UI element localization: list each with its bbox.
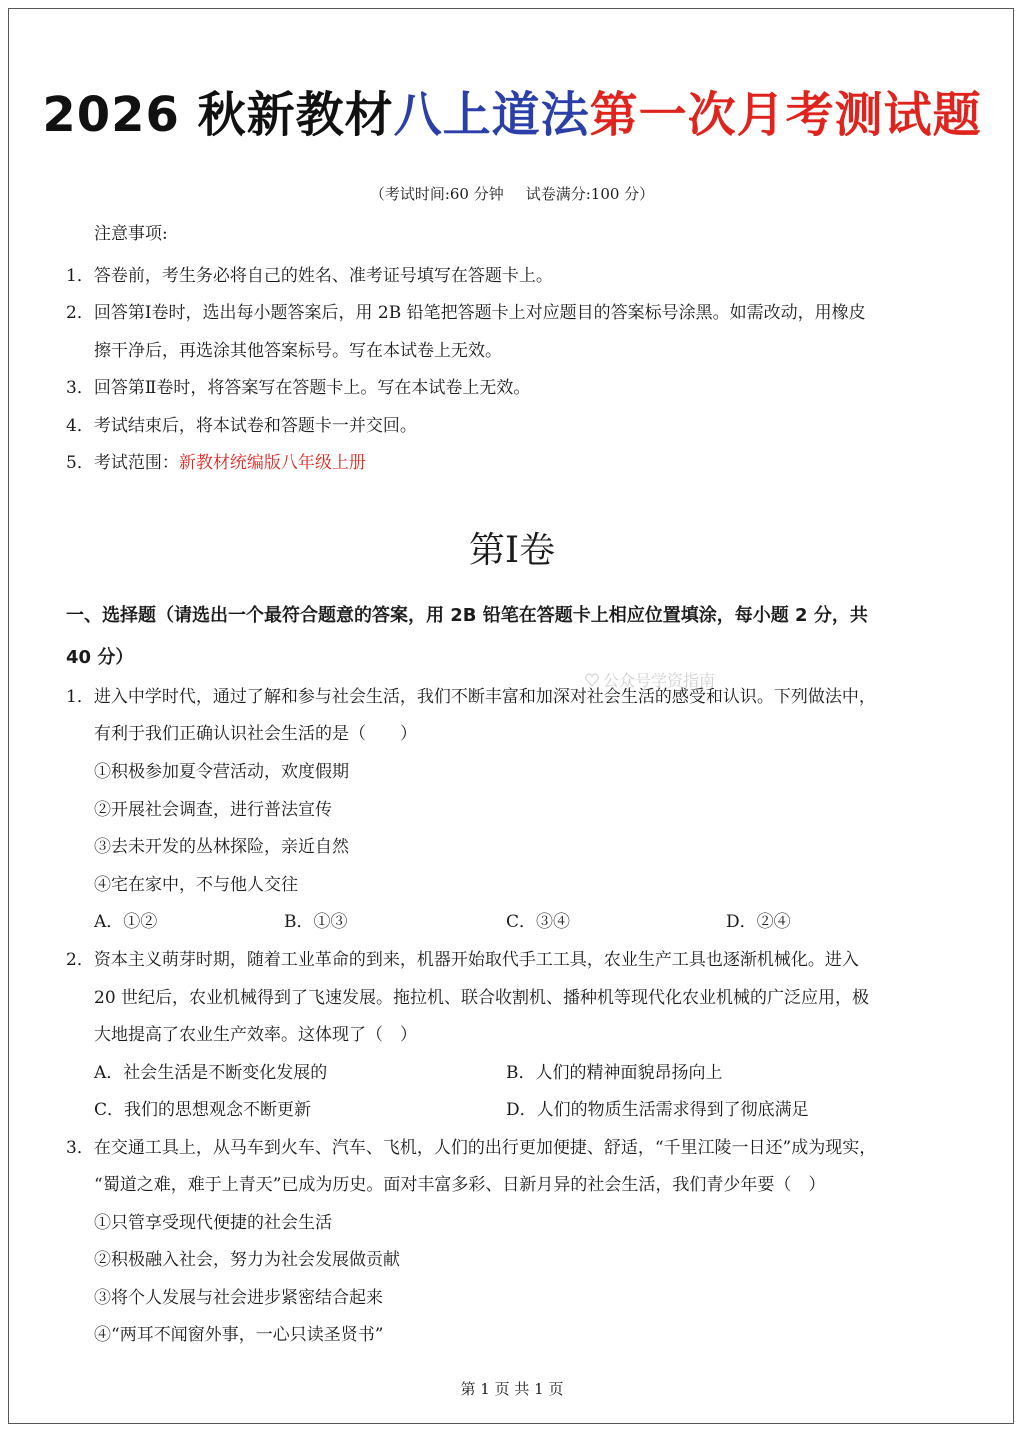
statement: ③将个人发展与社会进步紧密结合起来 <box>94 1288 383 1308</box>
question-stem: 有利于我们正确认识社会生活的是（ ） <box>94 724 417 744</box>
option-b: B．人们的精神面貌昂扬向上 <box>506 1063 723 1083</box>
notice-item: 3．回答第Ⅱ卷时，将答案写在答题卡上。写在本试卷上无效。 <box>66 378 531 398</box>
question-stem: “蜀道之难，难于上青天”已成为历史。面对丰富多彩、日新月异的社会生活，我们青少年要（ ） <box>94 1175 826 1195</box>
statement: ②积极融入社会，努力为社会发展做贡献 <box>94 1250 400 1270</box>
exam-time: （考试时间:60 分钟 <box>369 185 504 203</box>
scope-value: 新教材统编版八年级上册 <box>178 453 366 473</box>
title-year-part: 2026 秋新教材 <box>42 87 394 143</box>
option-c: C．我们的思想观念不断更新 <box>94 1100 312 1120</box>
option-b: B．①③ <box>284 912 348 932</box>
option-a: A．①② <box>94 912 158 932</box>
section-heading-cont: 40 分） <box>66 647 134 668</box>
section-heading: 一、选择题（请选出一个最符合题意的答案，用 2B 铅笔在答题卡上相应位置填涂，每小题 2 分，共 <box>66 605 868 626</box>
title-exam-part: 第一次月考测试题 <box>589 87 982 143</box>
option-a: A．社会生活是不断变化发展的 <box>94 1063 328 1083</box>
watermark-text: 公众号学资指南 <box>603 671 716 690</box>
option-d: D．②④ <box>726 912 791 932</box>
exam-score: 试卷满分:100 分） <box>525 185 655 203</box>
scope-label: 5．考试范围： <box>66 453 179 473</box>
option-d: D．人们的物质生活需求得到了彻底满足 <box>506 1100 809 1120</box>
statement: ④“两耳不闻窗外事，一心只读圣贤书” <box>94 1325 384 1345</box>
notice-item: 4．考试结束后，将本试卷和答题卡一并交回。 <box>66 416 417 436</box>
question-stem: 20 世纪后，农业机械得到了飞速发展。拖拉机、联合收割机、播种机等现代化农业机械的广泛应用，极 <box>94 988 870 1008</box>
notice-item-scope <box>66 452 366 474</box>
notice-item: 2．回答第Ⅰ卷时，选出每小题答案后，用 2B 铅笔把答题卡上对应题目的答案标号涂黑。如需改动，用橡皮 <box>66 303 866 323</box>
question-stem: 2．资本主义萌芽时期，随着工业革命的到来，机器开始取代手工工具，农业生产工具也逐渐机械化。进入 <box>66 950 859 970</box>
notice-item: 擦干净后，再选涂其他答案标号。写在本试卷上无效。 <box>94 341 502 361</box>
title-subject-part: 八上道法 <box>393 87 590 143</box>
volume-title: 第Ⅰ卷 <box>468 530 556 571</box>
statement: ④宅在家中，不与他人交往 <box>94 875 298 895</box>
notice-item: 1．答卷前，考生务必将自己的姓名、准考证号填写在答题卡上。 <box>66 266 553 286</box>
question-stem: 3．在交通工具上，从马车到火车、汽车、飞机，人们的出行更加便捷、舒适，“千里江陵一日还”成为现实， <box>66 1138 877 1158</box>
option-c: C．③④ <box>506 912 571 932</box>
question-stem: 1．进入中学时代，通过了解和参与社会生活，我们不断丰富和加深对社会生活的感受和认识。下列做法中， <box>66 687 876 707</box>
question-stem: 大地提高了农业生产效率。这体现了（ ） <box>94 1025 417 1045</box>
notice-heading: 注意事项: <box>94 224 168 244</box>
page-footer: 第 1 页 共 1 页 <box>460 1380 564 1398</box>
statement: ②开展社会调查，进行普法宣传 <box>94 800 332 820</box>
statement: ③去未开发的丛林探险，亲近自然 <box>94 837 349 857</box>
exam-title <box>0 76 1024 145</box>
exam-info <box>0 183 1024 204</box>
statement: ①积极参加夏令营活动，欢度假期 <box>94 762 349 782</box>
statement: ①只管享受现代便捷的社会生活 <box>94 1213 332 1233</box>
